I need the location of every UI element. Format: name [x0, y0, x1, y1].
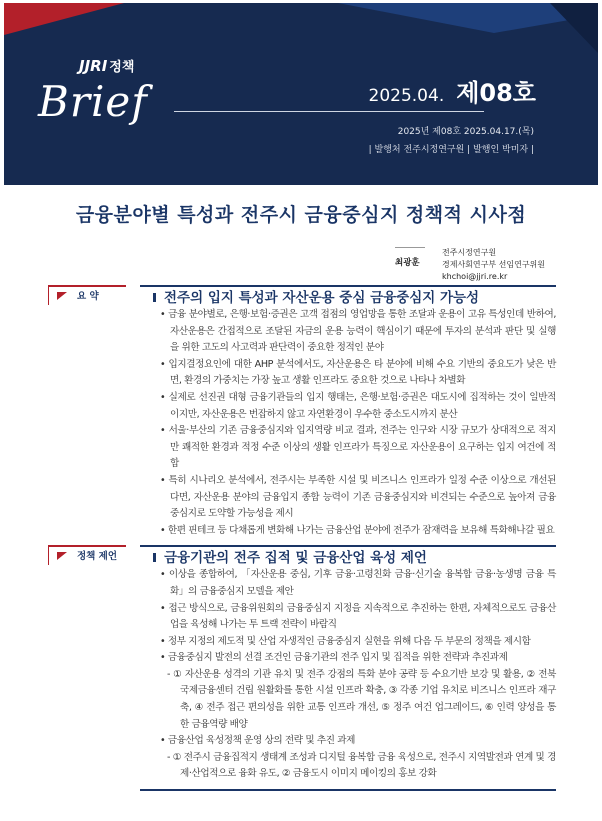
- issue-date: 2025.04.: [368, 86, 445, 106]
- logo-brief: Brief: [38, 77, 148, 126]
- section-heading: [153, 549, 602, 567]
- list-item: • 금융 분야별로, 은행·보험·증권은 고객 접점의 영업망을 통한 조달과 운용이 고유 특성인데 반하여, 자산운용은 간접적으로 조달된 자금의 운용 능력이 핵심이기 때문에 투자의 분석과 판단 및 실행을 위한 고도의 사고력과 판단력이 중요한 정적인 분야: [160, 307, 556, 357]
- author-name: 최광훈: [395, 258, 420, 268]
- publisher-meta: | 발행처 전주시정연구원 | 발행인 박미자 |: [368, 145, 534, 155]
- author-dept: 경제사회연구부 선임연구위원: [442, 260, 546, 269]
- list-item: • 금융산업 육성정책 운영 상의 전략 및 추진 과제: [160, 733, 556, 750]
- heading-text: 금융기관의 전주 집적 및 금융산업 육성 제언: [164, 550, 427, 567]
- section-label-policy: [48, 545, 126, 565]
- policy-list: [160, 567, 556, 783]
- flag-icon: [57, 292, 67, 300]
- label-text: 요 약: [77, 291, 99, 302]
- flag-icon: [57, 552, 67, 560]
- sub-item: - ① 자산운용 성격의 기관 유치 및 전주 강점의 특화 분야 공략 등 수요기반 보강 및 활용, ② 전북국제금융센터 건립 원활화를 통한 시설 인프라 확충, ③ 각종 기업 유치로 비즈니스 인프라 재구축, ④ 전주 접근 편의성을 위한 교통 인프라 개선, ⑤ 정주 여건 업그레이드, ⑥ 인력 양성을 통한 금융역량 배양: [160, 667, 556, 733]
- section-label-summary: [48, 285, 126, 305]
- list-item: • 특히 시나리오 분석에서, 전주시는 부족한 시설 및 비즈니스 인프라가 일정 수준 이상으로 개선된다면, 자산운용 분야의 금융입지 종합 능력이 기존 금융중심지와 비견되는 수준으로 높아져 금융중심지로 도약할 가능성을 제시: [160, 473, 556, 523]
- decor-red-triangle: [4, 3, 124, 35]
- bottom-divider: [140, 789, 556, 791]
- issue-meta: 2025년 제08호 2025.04.17.(목): [397, 127, 534, 137]
- list-item: • 이상을 종합하여, 「자산운용 중심, 기후 금융·고령친화 금융·신기술 융복합 금융·농생명 금융 특화」의 금융중심지 모델을 제안: [160, 567, 556, 600]
- section-heading: [153, 289, 602, 307]
- author-divider: [395, 247, 425, 248]
- page-title: 금융분야별 특성과 전주시 금융중심지 정책적 시사점: [75, 204, 527, 226]
- list-item: • 서울·부산의 기존 금융중심지와 입지역량 비교 결과, 전주는 인구와 시장 규모가 상대적으로 적지만 쾌적한 환경과 적정 수준 이상의 생활 인프라가 특징으로 자산운용이 요구하는 입지 여건에 적합: [160, 423, 556, 473]
- list-item: • 실제로 선진권 대형 금융기관들의 입지 행태는, 은행·보험·증권은 대도시에 집적하는 것이 일반적이지만, 자산운용은 번잡하지 않고 자연환경이 우수한 중소도시까지 분산: [160, 390, 556, 423]
- sub-item: - ① 전주시 금융집적지 생태계 조성과 디지털 융복합 금융 육성으로, 전주시 지역발전과 연계 및 경제·산업적으로 융화 유도, ② 금융도시 이미지 메이킹의 홍보 강화: [160, 750, 556, 783]
- list-item: • 입지결정요인에 대한 AHP 분석에서도, 자산운용은 타 분야에 비해 수요 기반의 중요도가 낮은 반면, 환경의 가중치는 가장 높고 생활 인프라도 중요한 것으로 나타나 차별화: [160, 357, 556, 390]
- issue-number: 제08호: [456, 79, 536, 107]
- summary-list: [160, 307, 556, 539]
- author-info: [442, 247, 545, 283]
- list-item: • 접근 방식으로, 금융위원회의 금융중심지 지정을 지속적으로 추진하는 한편, 자체적으로도 금융산업을 육성해 나가는 투 트랙 전략이 바람직: [160, 601, 556, 634]
- list-item: • 정부 지정의 제도적 및 산업 자생적인 금융중심지 실현을 위해 다음 두 부문의 정책을 제시함: [160, 634, 556, 651]
- heading-text: 전주의 입지 특성과 자산운용 중심 금융중심지 가능성: [164, 290, 480, 306]
- section-policy: [0, 545, 602, 783]
- list-item: • 금융중심지 발전의 선결 조건인 금융기관의 전주 입지 및 집적을 위한 전략과 추진과제: [160, 650, 556, 667]
- section-divider: [140, 545, 556, 547]
- author-org: 전주시정연구원: [442, 248, 497, 257]
- header-divider: [174, 111, 484, 112]
- section-divider: [140, 285, 556, 287]
- section-summary: [0, 285, 602, 539]
- author-email: khchoi@jjri.re.kr: [442, 272, 508, 281]
- header-banner: [4, 3, 598, 185]
- heading-marker: [153, 553, 156, 562]
- heading-marker: [153, 293, 156, 302]
- issue-info: [369, 79, 536, 107]
- logo-word: 정책: [109, 60, 135, 75]
- logo-org: JJRI: [79, 57, 108, 75]
- label-text: 정책 제언: [77, 551, 118, 563]
- main-content: [0, 285, 602, 821]
- list-item: • 한편 핀테크 등 다채롭게 변화해 나가는 금융산업 분야에 전주가 잠재력을 보유해 특화해나갈 필요: [160, 523, 556, 540]
- logo-jjri: [79, 57, 134, 75]
